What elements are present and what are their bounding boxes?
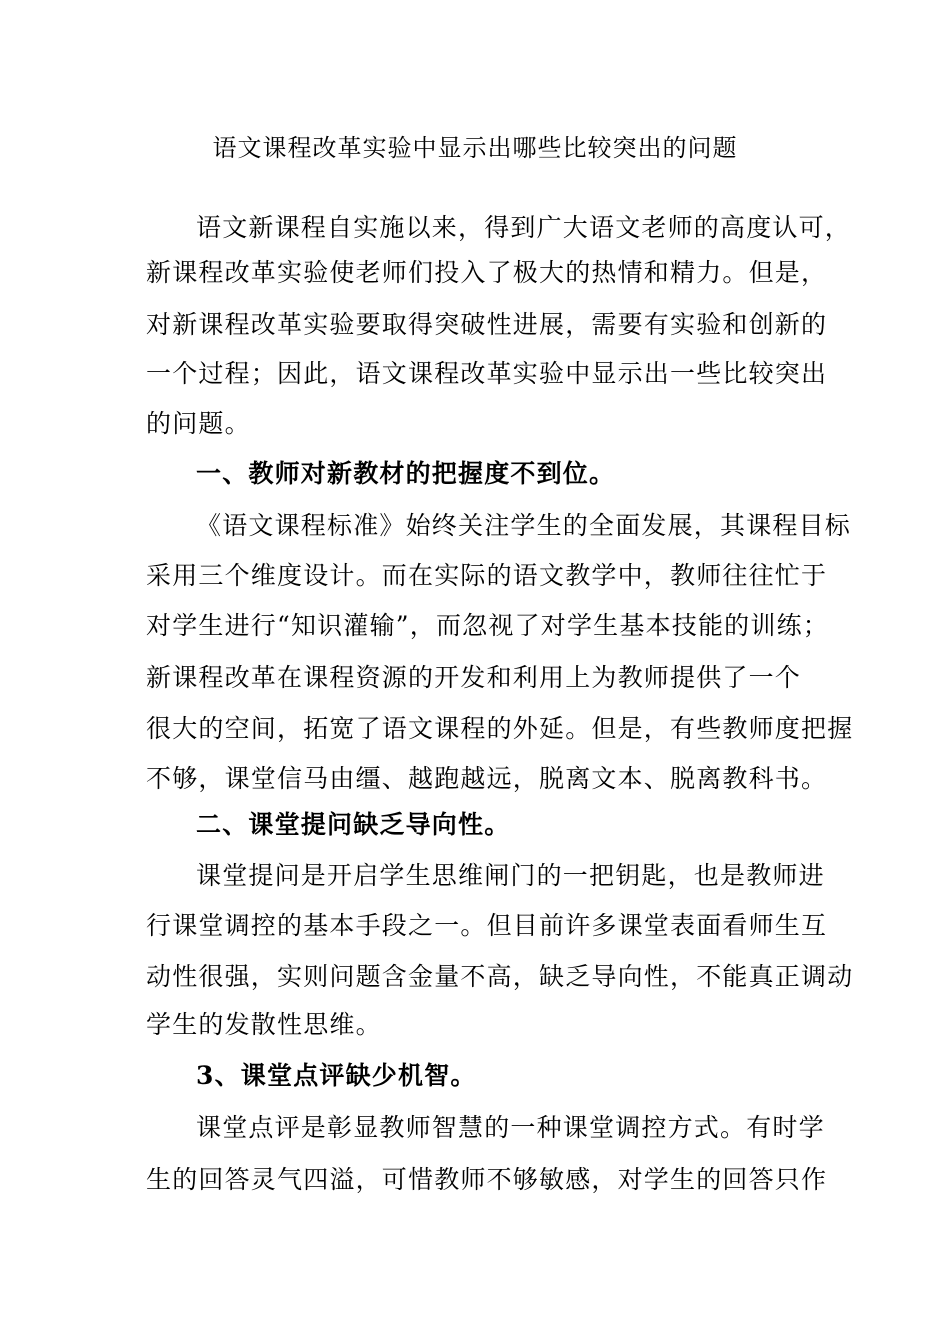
document-title: 语文课程改革实验中显示出哪些比较突出的问题 — [212, 134, 738, 162]
paragraph-line: 课堂点评是彰显教师智慧的一种课堂调控方式。有时学 — [196, 1113, 825, 1142]
paragraph-line: 语文新课程自实施以来，得到广大语文老师的高度认可， — [196, 213, 852, 242]
paragraph-line: 行课堂调控的基本手段之一。但目前许多课堂表面看师生互 — [146, 911, 828, 940]
paragraph-line: 的问题。 — [146, 409, 251, 438]
section-heading-3: 3、课堂点评缺少机智。 — [196, 1061, 477, 1090]
section-heading-1: 一、教师对新教材的把握度不到位。 — [196, 459, 616, 488]
paragraph-line: 新课程改革实验使老师们投入了极大的热情和精力。但是， — [146, 258, 828, 287]
paragraph-line: 对新课程改革实验要取得突破性进展，需要有实验和创新的 — [146, 310, 828, 339]
paragraph-line: 生的回答灵气四溢，可惜教师不够敏感，对学生的回答只作 — [146, 1165, 828, 1194]
paragraph-line: 采用三个维度设计。而在实际的语文教学中，教师往往忙于 — [146, 561, 828, 590]
section-heading-2: 二、课堂提问缺乏导向性。 — [196, 810, 511, 839]
paragraph-line: 对学生进行“知识灌输”，而忽视了对学生基本技能的训练； — [146, 611, 829, 640]
paragraph-line: 一个过程；因此，语文课程改革实验中显示出一些比较突出 — [146, 359, 828, 388]
paragraph-line: 新课程改革在课程资源的开发和利用上为教师提供了一个 — [146, 663, 802, 692]
paragraph-line: 课堂提问是开启学生思维闸门的一把钥匙，也是教师进 — [196, 861, 825, 890]
paragraph-line: 学生的发散性思维。 — [146, 1010, 382, 1039]
paragraph-line: 动性很强，实则问题含金量不高，缺乏导向性，不能真正调动 — [146, 962, 854, 991]
paragraph-line: 不够，课堂信马由缰、越跑越远，脱离文本、脱离教科书。 — [146, 764, 828, 793]
paragraph-line: 很大的空间，拓宽了语文课程的外延。但是，有些教师度把握 — [146, 714, 854, 743]
paragraph-line: 《语文课程标准》始终关注学生的全面发展，其课程目标 — [196, 511, 852, 540]
